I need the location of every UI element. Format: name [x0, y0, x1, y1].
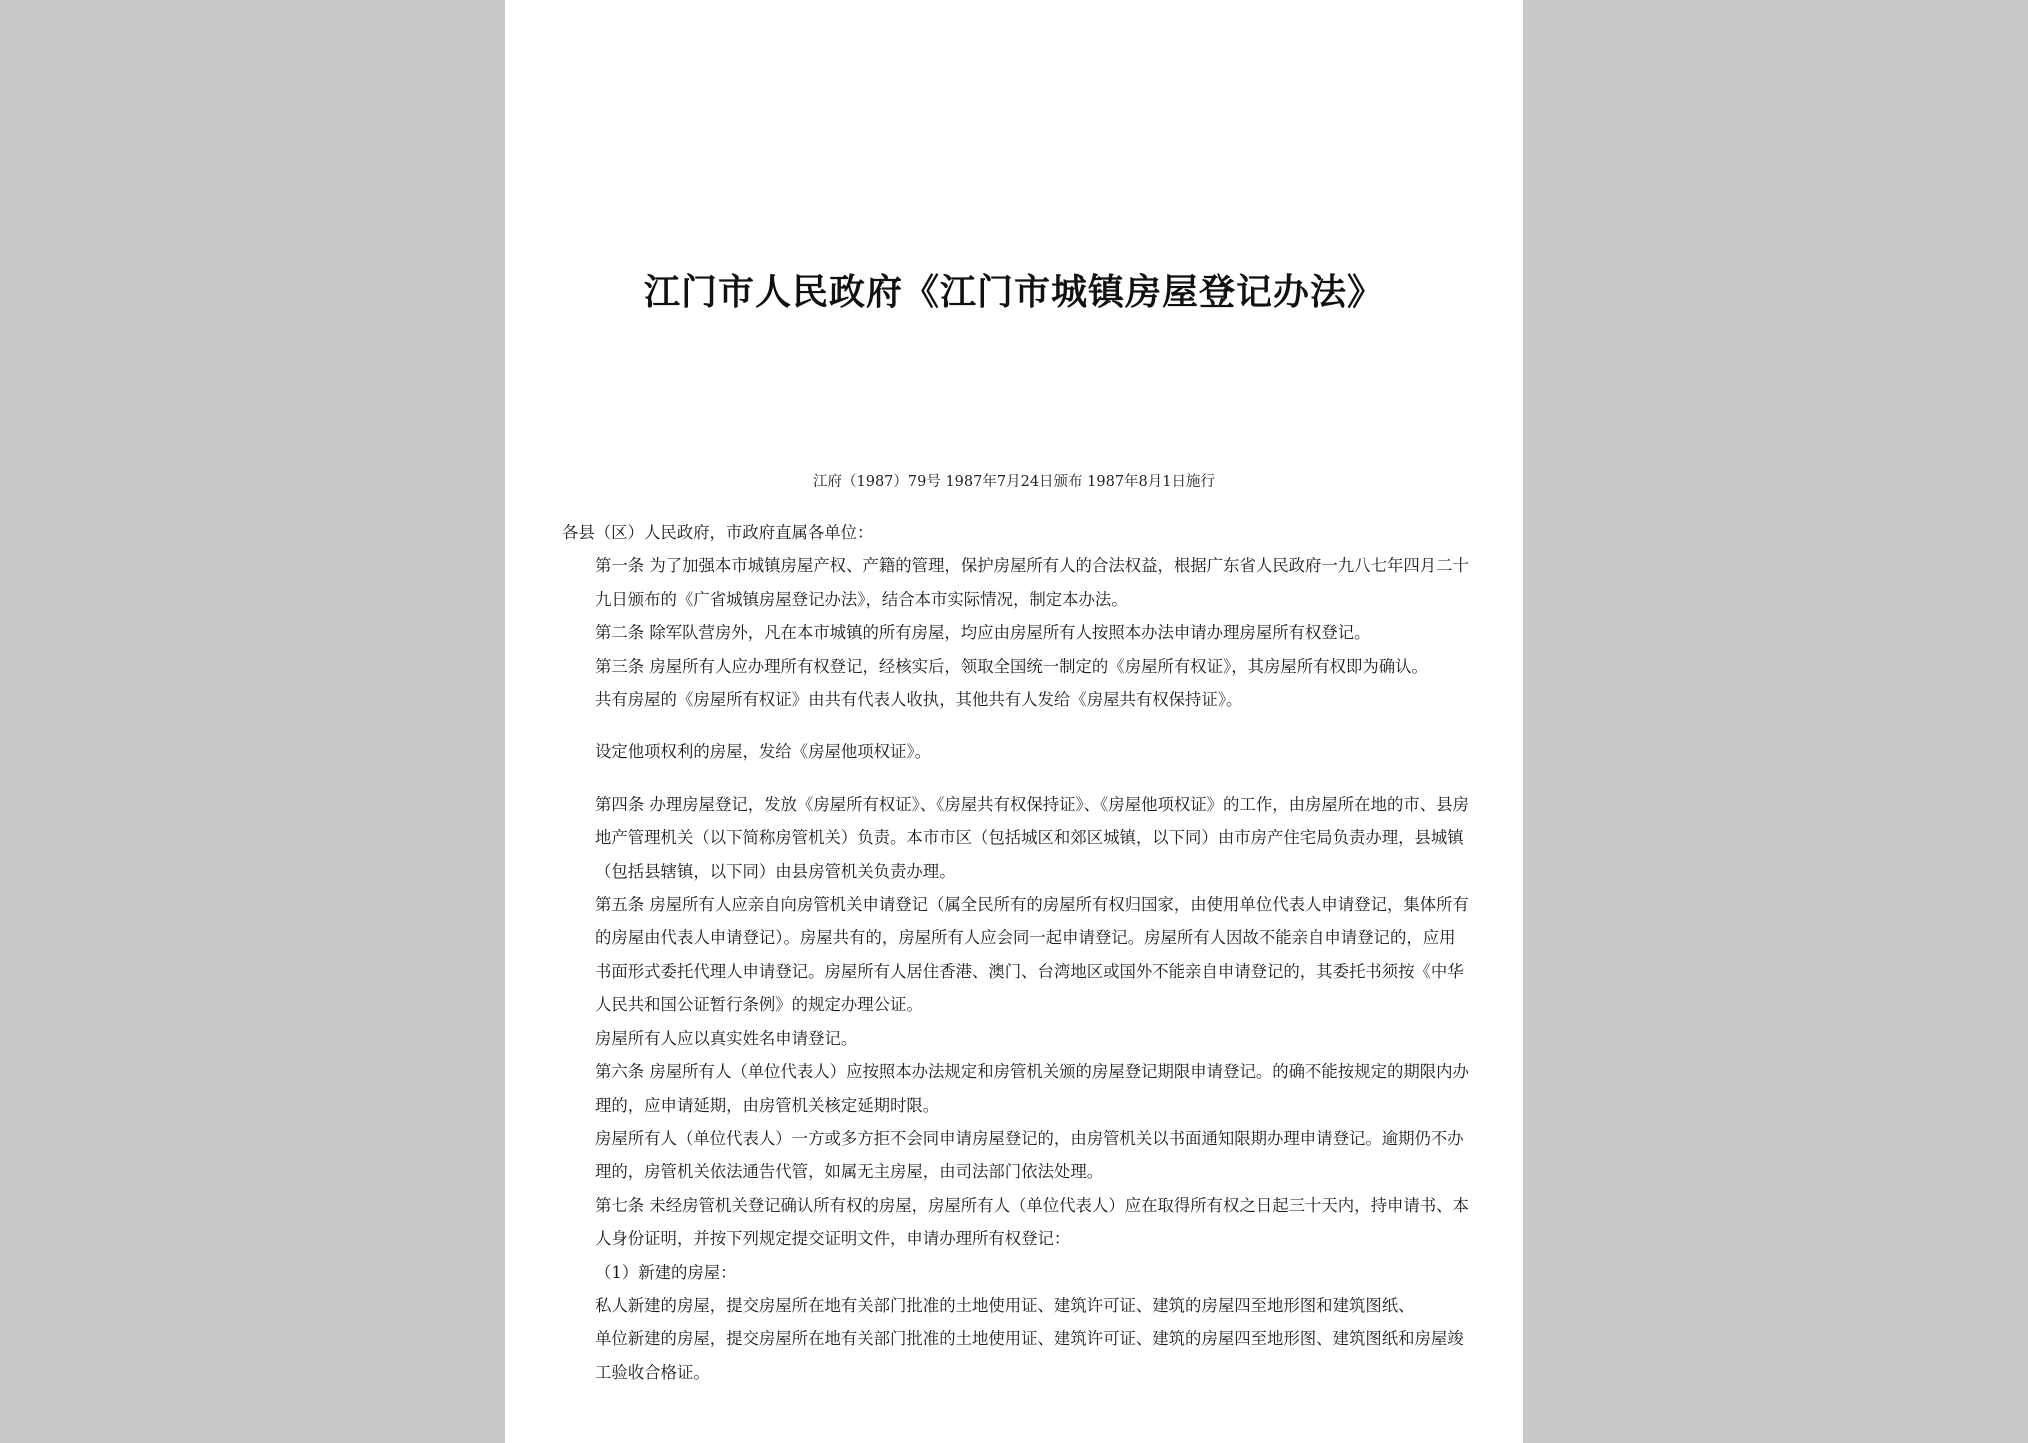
article-2: 第二条 除军队营房外，凡在本市城镇的所有房屋，均应由房屋所有人按照本办法申请办理房屋所有权登记。: [595, 623, 1371, 643]
issue-info: 江府（1987）79号 1987年7月24日颁布 1987年8月1日施行: [813, 474, 1215, 490]
salutation: 各县（区）人民政府，市政府直属各单位：: [562, 523, 874, 542]
article-3: 第三条 房屋所有人应办理所有权登记，经核实后，领取全国统一制定的《房屋所有权证》，其房屋所有权即为确认。: [595, 656, 1428, 676]
article-4: 第四条 办理房屋登记，发放《房屋所有权证》、《房屋共有权保持证》、《房屋他项权证》的工作，由房屋所在地的市、县房地产管理机关（以下简称房管机关）负责。本市市区（包括城区和郊区城镇，以下同）由市房产住宅局负责办理，县城镇（包括县辖镇，以下同）由县房管机关负责办理。: [595, 794, 1469, 881]
document-page: [505, 0, 1523, 1443]
article-1: 第一条 为了加强本市城镇房屋产权、产籍的管理，保护房屋所有人的合法权益，根据广东省人民政府一九八七年四月二十九日颁布的《广省城镇房屋登记办法》，结合本市实际情况，制定本办法。: [595, 556, 1469, 609]
document-title: 江门市人民政府《江门市城镇房屋登记办法》: [643, 271, 1384, 313]
article-3-joint-ownership: 共有房屋的《房屋所有权证》由共有代表人收执，其他共有人发给《房屋共有权保持证》。: [595, 690, 1243, 710]
paragraph-gap: [562, 716, 1470, 735]
article-7-item-1: （1）新建的房屋：: [595, 1262, 737, 1282]
article-6: 第六条 房屋所有人（单位代表人）应按照本办法规定和房管机关颁的房屋登记期限申请登记。的确不能按规定的期限内办理的，应申请延期，由房管机关核定延期时限。: [595, 1062, 1469, 1115]
paragraph-gap: [562, 769, 1470, 788]
article-7: 第七条 未经房管机关登记确认所有权的房屋，房屋所有人（单位代表人）应在取得所有权之日起三十天内，持申请书、本人身份证明，并按下列规定提交证明文件，申请办理所有权登记：: [595, 1195, 1469, 1249]
article-3-other-rights: 设定他项权利的房屋，发给《房屋他项权证》。: [595, 742, 932, 762]
document-body: [562, 516, 1470, 1389]
article-5: 第五条 房屋所有人应亲自向房管机关申请登记（属全民所有的房屋所有权归国家，由使用单位代表人申请登记，集体所有的房屋由代表人申请登记）。房屋共有的，房屋所有人应会同一起申请登记。房屋所有人因故不能亲自申请登记的，应用书面形式委托代理人申请登记。房屋所有人居住香港、澳门、台湾地区或国外不能亲自申请登记的，其委托书须按《中华人民共和国公证暂行条例》的规定办理公证。: [595, 895, 1469, 1015]
article-5-real-name: 房屋所有人应以真实姓名申请登记。: [595, 1028, 858, 1048]
article-7-unit: 单位新建的房屋，提交房屋所在地有关部门批准的土地使用证、建筑许可证、建筑的房屋四至地形图、建筑图纸和房屋竣工验收合格证。: [595, 1329, 1464, 1382]
article-6-refusal: 房屋所有人（单位代表人）一方或多方拒不会同申请房屋登记的，由房管机关以书面通知限期办理申请登记。逾期仍不办理的，房管机关依法通告代管，如属无主房屋，由司法部门依法处理。: [595, 1128, 1464, 1182]
article-7-private: 私人新建的房屋，提交房屋所在地有关部门批准的土地使用证、建筑许可证、建筑的房屋四至地形图和建筑图纸、: [595, 1295, 1415, 1315]
